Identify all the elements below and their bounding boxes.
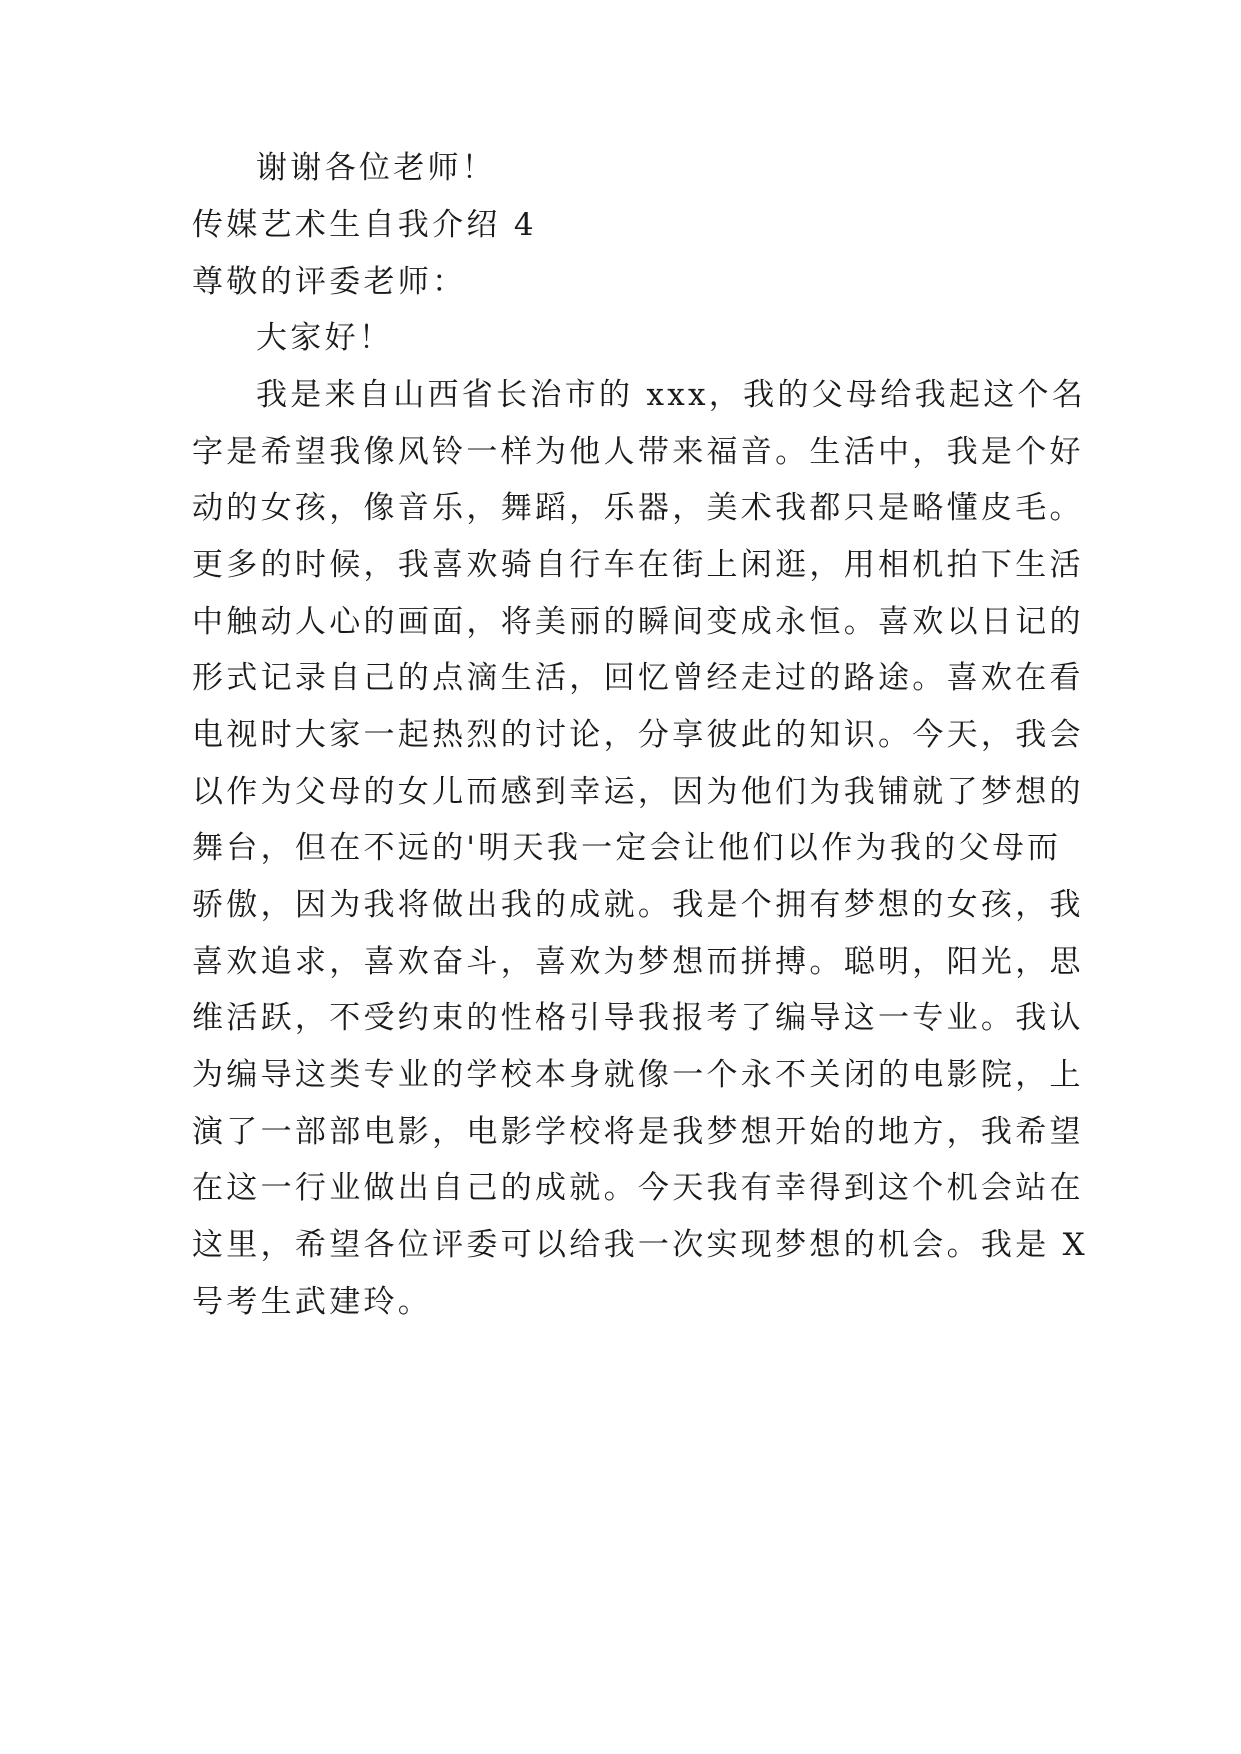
- greeting-line: 大家好！: [256, 320, 394, 356]
- closing-thanks-line: 谢谢各位老师！: [256, 150, 497, 186]
- paragraph-line: 维活跃，不受约束的性格引导我报考了编导这一专业。我认: [192, 1000, 1084, 1036]
- paragraph-line: 在这一行业做出自己的成就。今天我有幸得到这个机会站在: [192, 1170, 1084, 1206]
- paragraph-line: 字是希望我像风铃一样为他人带来福音。生活中，我是个好: [192, 434, 1084, 470]
- paragraph-line: 舞台，但在不远的'明天我一定会让他们以作为我的父母而: [192, 830, 1062, 866]
- paragraph-line: 更多的时候，我喜欢骑自行车在街上闲逛，用相机拍下生活: [192, 547, 1084, 583]
- paragraph-line: 演了一部部电影，电影学校将是我梦想开始的地方，我希望: [192, 1114, 1084, 1150]
- section-heading: 传媒艺术生自我介绍 4: [192, 207, 537, 243]
- paragraph-line: 号考生武建玲。: [192, 1284, 433, 1320]
- paragraph-line: 这里，希望各位评委可以给我一次实现梦想的机会。我是 X: [192, 1227, 1089, 1263]
- paragraph-line: 电视时大家一起热烈的讨论，分享彼此的知识。今天，我会: [192, 717, 1084, 753]
- paragraph-line: 形式记录自己的点滴生活，回忆曾经走过的路途。喜欢在看: [192, 660, 1084, 696]
- paragraph-line: 为编导这类专业的学校本身就像一个永不关闭的电影院，上: [192, 1057, 1084, 1093]
- paragraph-line: 中触动人心的画面，将美丽的瞬间变成永恒。喜欢以日记的: [192, 604, 1084, 640]
- paragraph-line: 喜欢追求，喜欢奋斗，喜欢为梦想而拼搏。聪明，阳光，思: [192, 944, 1084, 980]
- paragraph-line: 动的女孩，像音乐，舞蹈，乐器，美术我都只是略懂皮毛。: [192, 490, 1084, 526]
- paragraph-line: 我是来自山西省长治市的 xxx，我的父母给我起这个名: [256, 377, 1087, 413]
- salutation-line: 尊敬的评委老师：: [192, 264, 467, 300]
- paragraph-line: 骄傲，因为我将做出我的成就。我是个拥有梦想的女孩，我: [192, 887, 1084, 923]
- paragraph-line: 以作为父母的女儿而感到幸运，因为他们为我铺就了梦想的: [192, 774, 1084, 810]
